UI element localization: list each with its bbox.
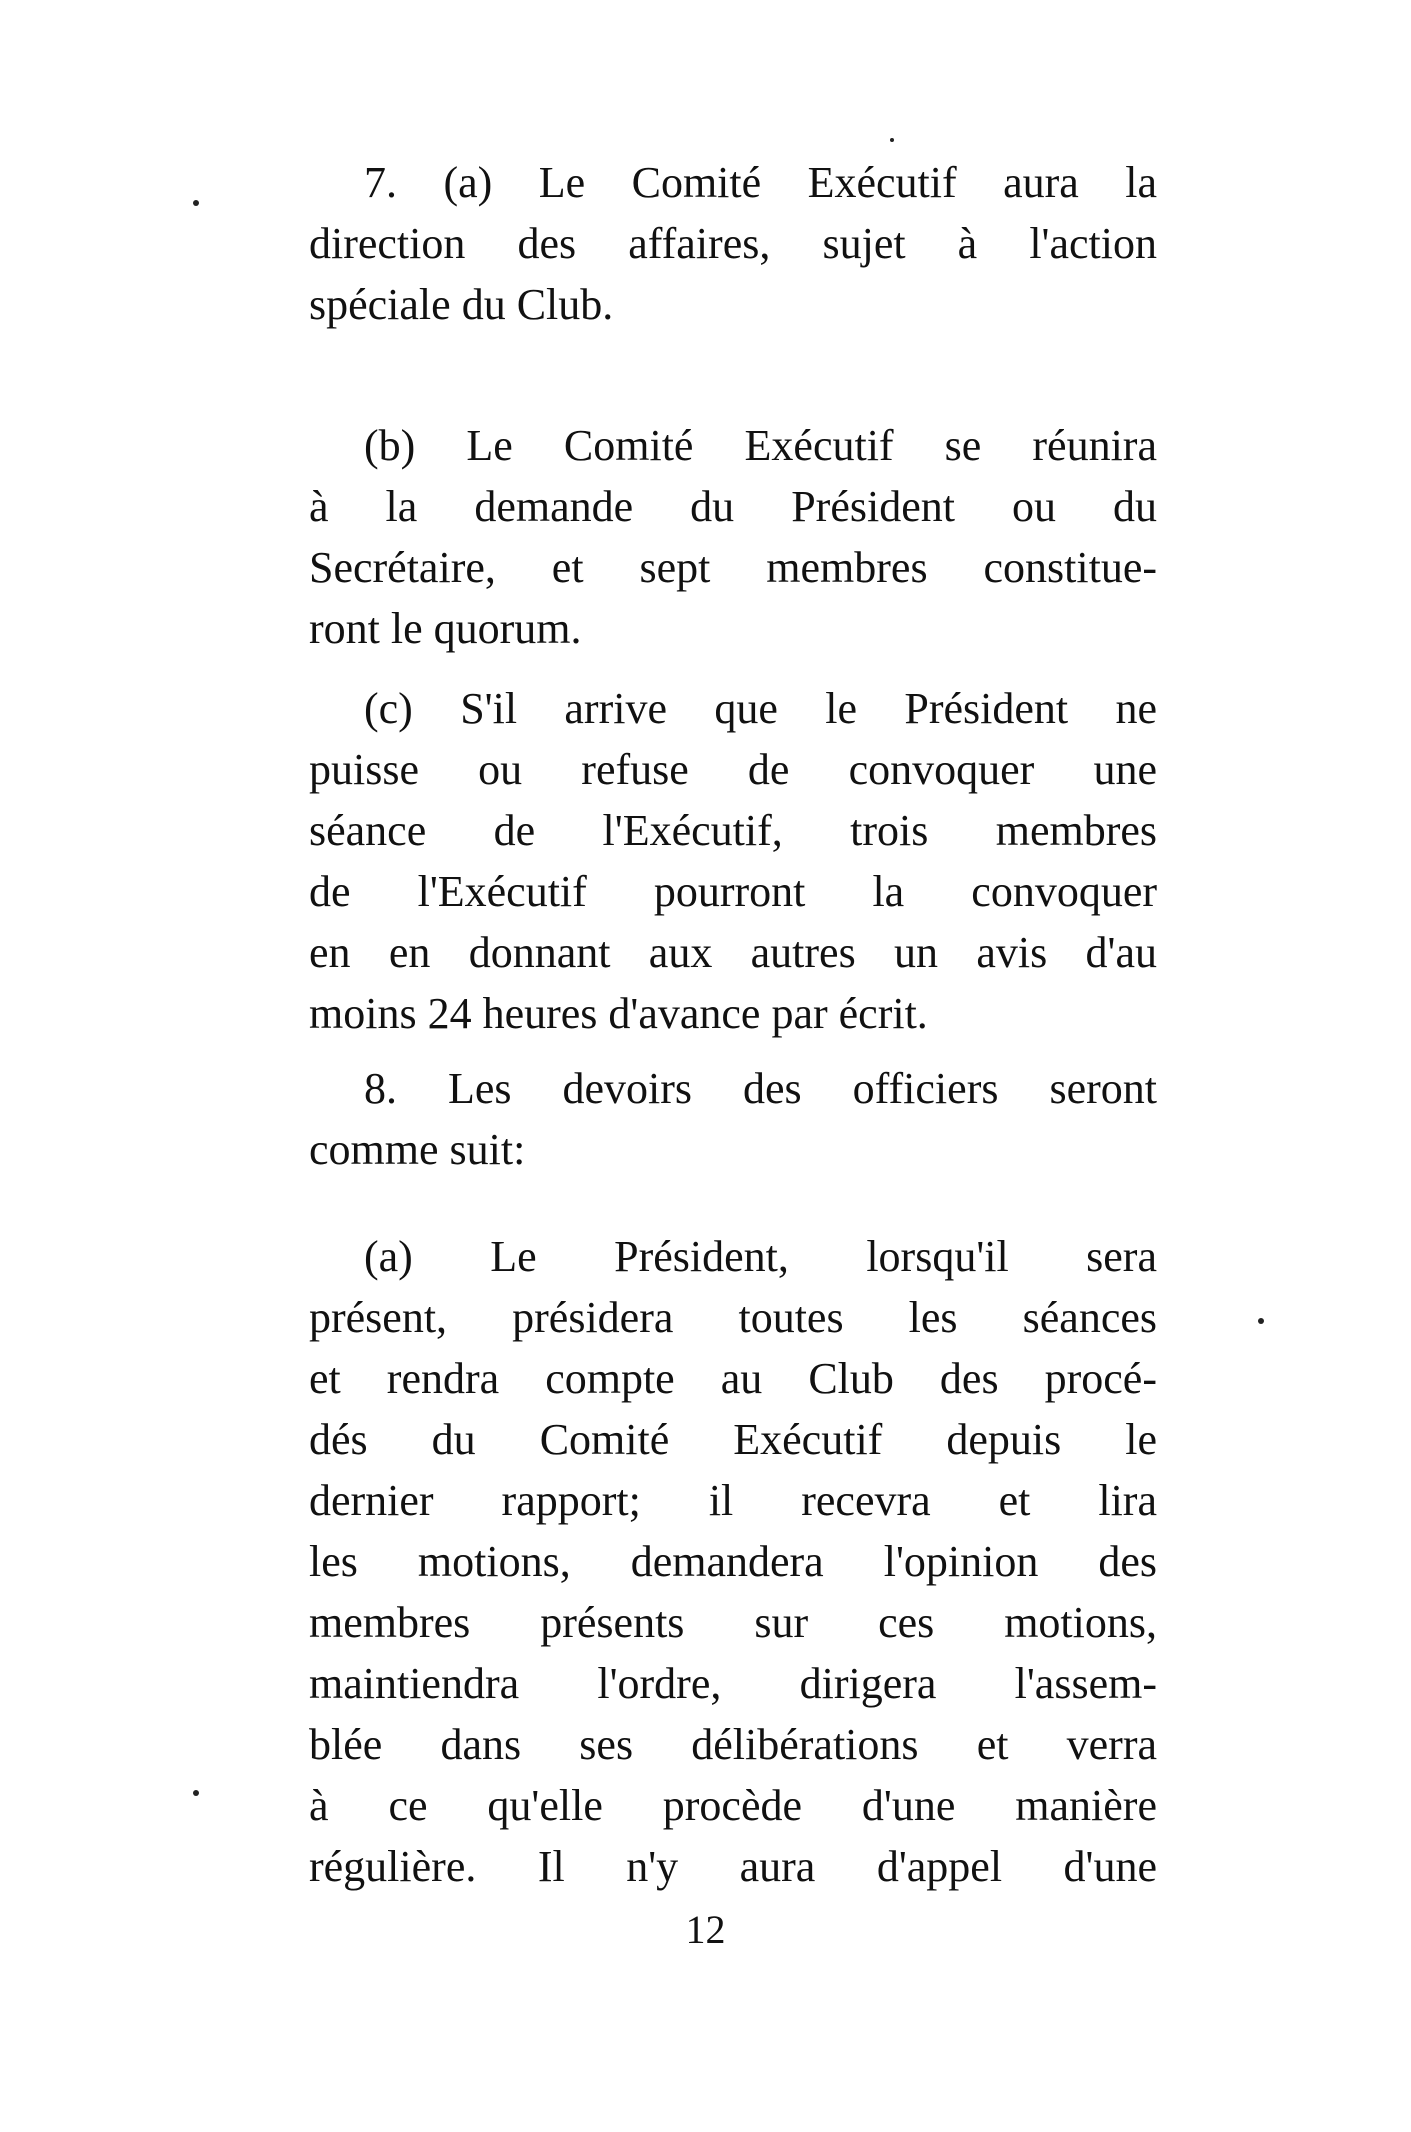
paragraph-7a bbox=[309, 152, 1157, 335]
text-line: (b) Le Comité Exécutif se réunira bbox=[364, 421, 1157, 470]
text-line: maintiendra l'ordre, dirigera l'assem- bbox=[309, 1659, 1157, 1708]
text-line: et rendra compte au Club des procé- bbox=[309, 1354, 1157, 1403]
paragraph-8 bbox=[309, 1058, 1157, 1180]
text-line: puisse ou refuse de convoquer une bbox=[309, 745, 1157, 794]
paragraph-b bbox=[309, 415, 1157, 659]
text-line: séance de l'Exécutif, trois membres bbox=[309, 806, 1157, 855]
text-line: direction des affaires, sujet à l'action bbox=[309, 219, 1157, 268]
text-line: moins 24 heures d'avance par écrit. bbox=[309, 989, 928, 1038]
text-line: 8. Les devoirs des officiers seront bbox=[364, 1064, 1157, 1113]
page-number: 12 bbox=[685, 1907, 726, 1952]
text-line: blée dans ses délibérations et verra bbox=[309, 1720, 1157, 1769]
scan-speck bbox=[193, 200, 199, 206]
text-line: en en donnant aux autres un avis d'au bbox=[309, 928, 1157, 977]
paragraph-c bbox=[309, 678, 1157, 1044]
text-line: à la demande du Président ou du bbox=[309, 482, 1157, 531]
text-line: régulière. Il n'y aura d'appel d'une bbox=[309, 1842, 1157, 1891]
scan-speck bbox=[890, 138, 894, 142]
text-line: membres présents sur ces motions, bbox=[309, 1598, 1157, 1647]
paragraph-8a bbox=[309, 1226, 1157, 1897]
scan-speck bbox=[193, 1790, 199, 1796]
text-line: (a) Le Président, lorsqu'il sera bbox=[364, 1232, 1157, 1281]
text-line: dernier rapport; il recevra et lira bbox=[309, 1476, 1157, 1525]
text-line: (c) S'il arrive que le Président ne bbox=[364, 684, 1157, 733]
text-line: à ce qu'elle procède d'une manière bbox=[309, 1781, 1157, 1830]
text-line: de l'Exécutif pourront la convoquer bbox=[309, 867, 1157, 916]
text-line: présent, présidera toutes les séances bbox=[309, 1293, 1157, 1342]
text-line: dés du Comité Exécutif depuis le bbox=[309, 1415, 1157, 1464]
text-line: les motions, demandera l'opinion des bbox=[309, 1537, 1157, 1586]
text-line: comme suit: bbox=[309, 1125, 526, 1174]
scan-speck bbox=[1258, 1318, 1264, 1324]
text-line: ront le quorum. bbox=[309, 604, 582, 653]
text-line: Secrétaire, et sept membres constitue- bbox=[309, 543, 1157, 592]
text-line: 7. (a) Le Comité Exécutif aura la bbox=[364, 158, 1157, 207]
text-line: spéciale du Club. bbox=[309, 280, 614, 329]
